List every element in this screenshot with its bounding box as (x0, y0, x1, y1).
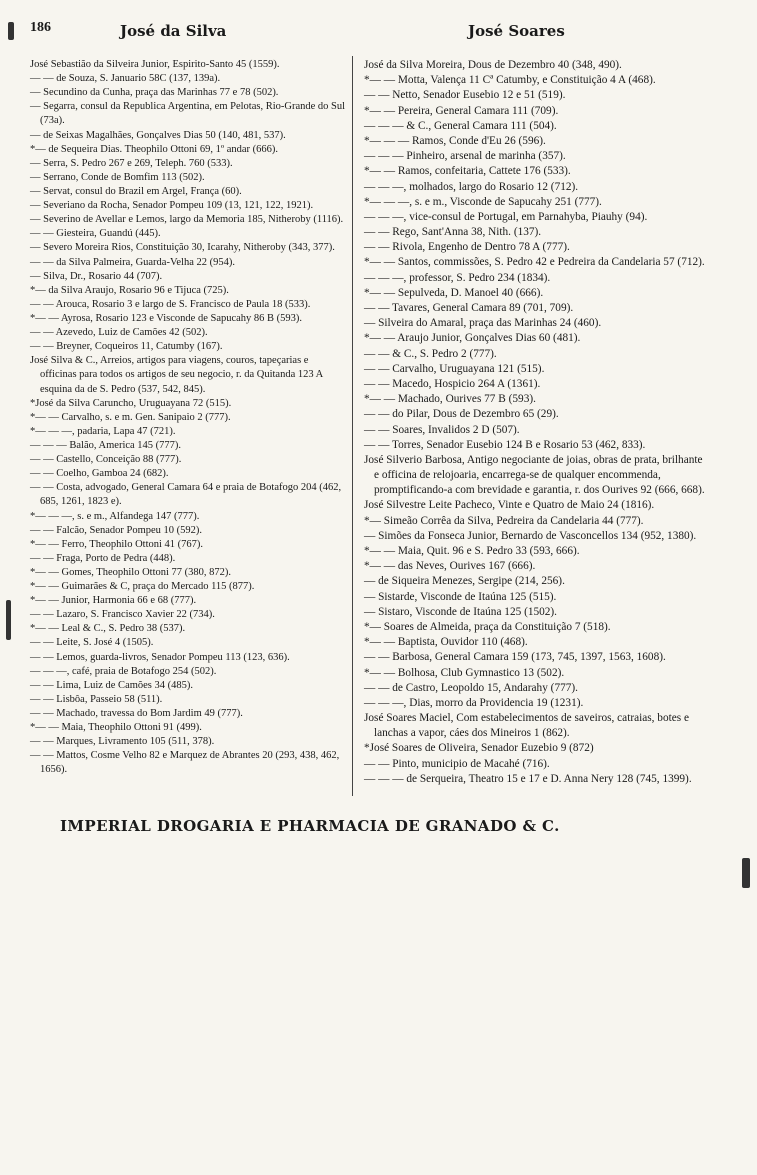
directory-entry: — — Tavares, General Camara 89 (701, 709). (364, 302, 574, 314)
column-divider (352, 56, 353, 796)
directory-entry: — — Macedo, Hospicio 264 A (1361). (364, 377, 541, 390)
directory-entry: — Segarra, consul da Republica Argentina, em Pelotas, Rio-Grande do Sul (73a). (30, 101, 346, 127)
directory-entry: — — Falcão, Senador Pompeu 10 (592). (30, 524, 203, 536)
directory-entry: — — Leite, S. José 4 (1505). (30, 637, 154, 649)
directory-entry: José Soares Maciel, Com estabelecimentos de saveiros, catraias, botes e lanchas a vapor, cáes dos Mineiros 1 (862). (364, 712, 689, 740)
directory-entry: *— — — Ramos, Conde d'Eu 26 (596). (364, 134, 546, 147)
directory-entry: *— — Motta, Valença 11 Cª Catumby, e Constituição 4 A (468). (364, 74, 656, 87)
directory-entry: — — Castello, Conceição 88 (777). (30, 454, 182, 466)
right-running-title: José Soares (468, 22, 565, 40)
directory-entry: — — Lemos, guarda-livros, Senador Pompeu 113 (123, 636). (30, 651, 290, 663)
directory-entry: *— — Ferro, Theophilo Ottoni 41 (767). (30, 538, 204, 550)
directory-entry: — — de Castro, Leopoldo 15, Andarahy (777). (364, 681, 578, 694)
page-header (20, 18, 737, 48)
right-column (364, 58, 709, 787)
directory-entry: *— — Baptista, Ouvidor 110 (468). (364, 636, 528, 649)
directory-entry: *— — Santos, commissões, S. Pedro 42 e Pedreira da Candelaria 57 (712). (364, 256, 705, 269)
directory-entry: — — Lisbôa, Passeio 58 (511). (30, 693, 163, 705)
directory-entry: — — Barbosa, General Camara 159 (173, 745, 1397, 1563, 1608). (364, 651, 666, 664)
directory-entry: — — Machado, travessa do Bom Jardim 49 (777). (30, 708, 243, 720)
directory-entry: — — Fraga, Porto de Pedra (448). (30, 552, 176, 564)
directory-entry: — — —, professor, S. Pedro 234 (1834). (364, 271, 551, 284)
directory-entry: *— — Pereira, General Camara 111 (709). (364, 104, 559, 117)
directory-entry: *— — —, padaria, Lapa 47 (721). (30, 425, 176, 437)
directory-entry: *— Soares de Almeida, praça da Constituição 7 (518). (364, 620, 611, 633)
directory-entry: *— de Sequeira Dias. Theophilo Ottoni 69, 1º andar (666). (30, 143, 279, 155)
directory-entry: *— — Leal & C., S. Pedro 38 (537). (30, 623, 186, 635)
directory-entry: — — Coelho, Gamboa 24 (682). (30, 468, 169, 480)
directory-entry: José da Silva Moreira, Dous de Dezembro 40 (348, 490). (364, 59, 622, 71)
directory-entry: — Silva, Dr., Rosario 44 (707). (30, 270, 163, 282)
directory-entry: *— — Guimarães & C, praça do Mercado 115 (877). (30, 581, 255, 593)
directory-entry: *— — Maia, Theophilo Ottoni 91 (499). (30, 722, 202, 734)
directory-entry: *— — —, s. e m., Visconde de Sapucahy 251 (777). (364, 195, 602, 208)
directory-entry: *— Simeão Corrêa da Silva, Pedreira da Candelaria 44 (777). (364, 514, 644, 527)
directory-entry: — de Seixas Magalhães, Gonçalves Dias 50 (140, 481, 537). (30, 129, 286, 141)
directory-entry: — — —, vice-consul de Portugal, em Parnahyba, Piauhy (94). (364, 210, 648, 223)
directory-entry: — Serrano, Conde de Bomfim 113 (502). (30, 171, 205, 183)
left-column (30, 58, 346, 778)
directory-entry: José Silverio Barbosa, Antigo negociante de joias, obras de prata, brilhante e officina de relojoaria, encarrega-se de qualquer encommenda, promptificando-a com brevidade e garantia, r. dos Ourives 92 (666, 668). (364, 453, 705, 497)
directory-entry: — Secundino da Cunha, praça das Marinhas 77 e 78 (502). (30, 87, 279, 99)
directory-entry: *— da Silva Araujo, Rosario 96 e Tijuca (725). (30, 284, 229, 296)
directory-entry: — — Lima, Luiz de Camões 34 (485). (30, 679, 194, 691)
directory-entry: — — da Silva Palmeira, Guarda-Velha 22 (954). (30, 256, 235, 268)
directory-entry: — Severino de Avellar e Lemos, largo da Memoria 185, Nitheroby (1116). (30, 214, 344, 226)
directory-entry: — — — de Serqueira, Theatro 15 e 17 e D. Anna Nery 128 (745, 1399). (364, 772, 692, 785)
directory-entry: — — Arouca, Rosario 3 e largo de S. Francisco de Paula 18 (533). (30, 298, 311, 310)
directory-entry: José Silva & C., Arreios, artigos para viagens, couros, tapeçarias e officinas para todos os artigos de seu negocio, r. da Quitanda 123 A esquina da de S. Pedro (537, 542, 845). (30, 355, 323, 395)
directory-entry: — — — Pinheiro, arsenal de marinha (357). (364, 150, 566, 163)
directory-entry: — Severiano da Rocha, Senador Pompeu 109 (13, 121, 122, 1921). (30, 200, 314, 212)
directory-entry: *— — Bolhosa, Club Gymnastico 13 (502). (364, 666, 565, 679)
directory-entry: — — Mattos, Cosme Velho 82 e Marquez de Abrantes 20 (293, 438, 462, 1656). (30, 750, 340, 776)
advertisement-footer: IMPERIAL DROGARIA E PHARMACIA DE GRANADO & C. (60, 817, 560, 835)
directory-entry: — — do Pilar, Dous de Dezembro 65 (29). (364, 408, 559, 421)
directory-entry: — Serra, S. Pedro 267 e 269, Teleph. 760 (533). (30, 157, 233, 169)
directory-entry: *— — —, s. e m., Alfandega 147 (777). (30, 510, 200, 522)
directory-entry: — — Lazaro, S. Francisco Xavier 22 (734). (30, 609, 215, 621)
directory-entry: — — Torres, Senador Eusebio 124 B e Rosario 53 (462, 833). (364, 438, 646, 451)
directory-entry: — — Costa, advogado, General Camara 64 e praia de Botafogo 204 (462, 685, 1261, 1823 e). (30, 482, 342, 508)
directory-entry: — — & C., S. Pedro 2 (777). (364, 347, 497, 360)
directory-entry: — — Giesteira, Guandú (445). (30, 228, 161, 240)
print-blemish (8, 22, 14, 40)
directory-entry: *— — Sepulveda, D. Manoel 40 (666). (364, 286, 544, 299)
directory-entry: — — Soares, Invalidos 2 D (507). (364, 423, 520, 436)
directory-entry: — — Pinto, municipio de Macahé (716). (364, 757, 550, 770)
directory-entry: — — Azevedo, Luiz de Camões 42 (502). (30, 327, 208, 339)
directory-entry: — Sistarde, Visconde de Itaúna 125 (515). (364, 590, 557, 603)
directory-entry: *José Soares de Oliveira, Senador Euzebio 9 (872) (364, 742, 594, 755)
directory-entry: José Silvestre Leite Pacheco, Vinte e Quatro de Maio 24 (1816). (364, 499, 655, 512)
directory-entry: *— — das Neves, Ourives 167 (666). (364, 560, 536, 573)
directory-entry: — — Breyner, Coqueiros 11, Catumby (167). (30, 341, 223, 353)
directory-entry: — Simões da Fonseca Junior, Bernardo de Vasconcellos 134 (952, 1380). (364, 529, 697, 542)
directory-entry: *— — Machado, Ourives 77 B (593). (364, 393, 536, 406)
left-running-title: José da Silva (120, 22, 227, 40)
directory-entry: — Silveira do Amaral, praça das Marinhas 24 (460). (364, 317, 602, 330)
directory-entry: — de Siqueira Menezes, Sergipe (214, 256). (364, 575, 565, 588)
directory-entry: — Sistaro, Visconde de Itaúna 125 (1502). (364, 605, 558, 618)
directory-entry: *— — Araujo Junior, Gonçalves Dias 60 (481). (364, 332, 581, 345)
print-blemish (742, 858, 750, 888)
directory-entry: *José da Silva Caruncho, Uruguayana 72 (515). (30, 397, 232, 409)
directory-entry: — — —, Dias, morro da Providencia 19 (1231). (364, 696, 584, 709)
directory-entry: — — —, café, praia de Botafogo 254 (502). (30, 665, 217, 677)
directory-entry: — — Carvalho, Uruguayana 121 (515). (364, 362, 545, 375)
directory-entry: *— — Junior, Harmonia 66 e 68 (777). (30, 595, 197, 607)
directory-entry: *— — Ramos, confeitaria, Cattete 176 (533). (364, 165, 571, 178)
directory-entry: — — de Souza, S. Januario 58C (137, 139a). (30, 73, 221, 85)
directory-entry: *— — Maia, Quit. 96 e S. Pedro 33 (593, 666). (364, 545, 580, 557)
directory-entry: José Sebastião da Silveira Junior, Espirito-Santo 45 (1559). (30, 59, 280, 70)
directory-entry: *— — Ayrosa, Rosario 123 e Visconde de Sapucahy 86 B (593). (30, 312, 303, 324)
page-number: 186 (30, 20, 51, 35)
directory-entry: *— — Gomes, Theophilo Ottoni 77 (380, 872). (30, 566, 232, 578)
directory-entry: — Severo Moreira Rios, Constituição 30, Icarahy, Nitheroby (343, 377). (30, 242, 335, 254)
directory-entry: — — Marques, Livramento 105 (511, 378). (30, 736, 215, 748)
directory-entry: *— — Carvalho, s. e m. Gen. Sanipaio 2 (777). (30, 411, 231, 423)
directory-entry: — — Rivola, Engenho de Dentro 78 A (777). (364, 241, 570, 254)
directory-entry: — — Netto, Senador Eusebio 12 e 51 (519). (364, 89, 566, 102)
directory-entry: — — —, molhados, largo do Rosario 12 (712). (364, 180, 579, 193)
directory-entry: — — — Balão, America 145 (777). (30, 439, 182, 451)
directory-entry: — Servat, consul do Brazil em Argel, França (60). (30, 185, 242, 197)
directory-entry: — — Rego, Sant'Anna 38, Nith. (137). (364, 226, 542, 239)
directory-entry: — — — & C., General Camara 111 (504). (364, 119, 557, 132)
print-blemish (6, 600, 11, 640)
